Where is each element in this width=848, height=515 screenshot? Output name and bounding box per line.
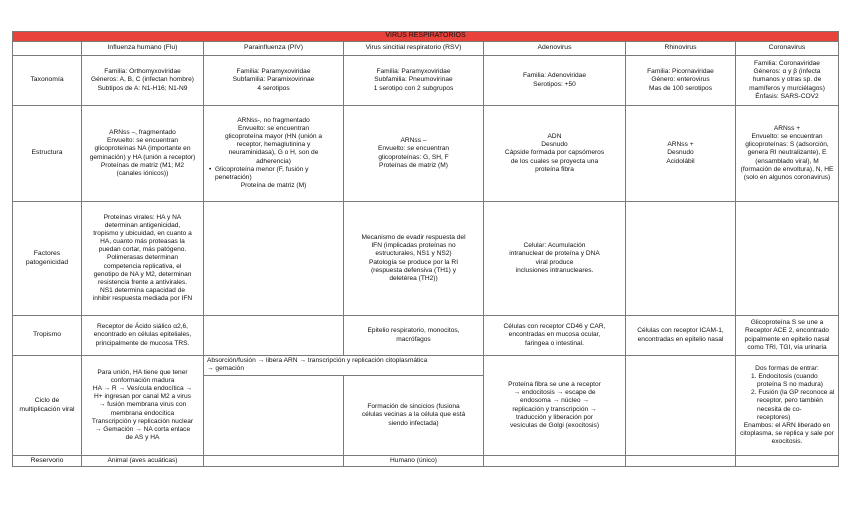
cell-patogenicidad-adeno xyxy=(484,202,626,316)
row-patogenicidad xyxy=(13,202,839,316)
title-row xyxy=(13,32,839,42)
text-line: (formación de envoltura), N, HE xyxy=(740,165,834,173)
corona-entry-intro: Dos formas de entrar: xyxy=(755,365,819,373)
text-line: ARNss –, fragmentado xyxy=(109,129,176,137)
text-line: pcipalmente en epitelio nasal xyxy=(744,335,830,343)
cell-ciclo-piv-rsv-shared xyxy=(204,356,484,376)
text-line: receptor, hemaglutinina y xyxy=(236,141,311,149)
text-line: Cápside formada por capsómeros xyxy=(504,149,605,157)
cell-patogenicidad-rhino xyxy=(626,202,736,316)
text-line: Género: enterovirus xyxy=(651,76,710,84)
text-line: HA, cuanto más proteasas la xyxy=(100,238,185,246)
cell-ciclo-rsv xyxy=(344,376,484,456)
text-line: Familia: Orthomyxoviridae xyxy=(104,68,181,76)
cell-taxonomia-flu xyxy=(82,56,204,106)
text-line: siendo infectada) xyxy=(388,419,439,427)
text-line: viral produce xyxy=(535,258,574,266)
text-line: exocitosis. xyxy=(771,437,803,445)
text-line: Familia: Paramyxoviridae xyxy=(376,68,451,76)
cell-estructura-adeno xyxy=(484,106,626,202)
text-line: Serotipos: +50 xyxy=(533,80,576,88)
cell-reservorio-piv xyxy=(204,456,344,467)
cell-estructura-piv xyxy=(204,106,344,202)
piv-structure-main xyxy=(207,117,340,165)
text-line: Proteínas de matriz (M1; M2 xyxy=(100,161,185,169)
text-line: conformación madura xyxy=(110,377,175,385)
text-line: proteína fibra xyxy=(535,165,574,173)
text-line: genera RI neutralizante), E xyxy=(747,149,827,157)
text-line: HA → R → Vesícula endocítica → xyxy=(92,385,193,393)
text-line: Para unión, HA tiene que tener xyxy=(97,369,188,377)
text-line: Subfamilia: Paramixovirinae xyxy=(232,76,315,84)
text-line: Familia: Paramyxoviridae xyxy=(236,68,311,76)
cell-tropismo-adeno xyxy=(484,316,626,356)
text-line: Familia: Coronaviridae xyxy=(754,60,820,68)
header-blank xyxy=(13,42,82,56)
cell-taxonomia-adeno xyxy=(484,56,626,106)
text-line: 1 serotipo con 2 subgrupos xyxy=(373,84,454,92)
text-line: de AS y HA xyxy=(125,433,160,441)
cell-estructura-flu xyxy=(82,106,204,202)
text-line: ARNss + xyxy=(667,141,694,149)
text-line: H+ ingresan por canal M2 a virus xyxy=(94,393,191,401)
text-line: Formación de sincicios (fusiona xyxy=(367,403,460,411)
cell-ciclo-corona xyxy=(736,356,839,456)
text-line: ARNss – xyxy=(400,137,427,145)
cell-ciclo-piv xyxy=(204,376,344,456)
header-adenovirus: Adenovirus xyxy=(484,42,626,56)
piv-matrix-protein: Proteína de matriz (M) xyxy=(240,181,307,189)
text-line: Transcripción y replicación nuclear xyxy=(91,417,194,425)
text-line: neuraminidasa), G o H, son de xyxy=(228,149,319,157)
text-line: estructurales, NS1 y NS2) xyxy=(375,250,452,258)
text-line: como TRI, TGI, vía urinaria xyxy=(747,343,827,351)
row-reservorio xyxy=(13,456,839,467)
text-line: ARNss + xyxy=(773,125,801,133)
text-line: Envuelto: se encuentran xyxy=(377,145,450,153)
cell-estructura-corona xyxy=(736,106,839,202)
corona-entry-fusion: 2. Fusión (la GP reconoce al receptor, pero también necesita de co-receptores) xyxy=(751,389,835,421)
row-label-ciclo: Ciclo de multiplicación viral xyxy=(13,356,82,456)
header-parainfluenza: Parainfluenza (PIV) xyxy=(204,42,344,56)
text-line: 4 serotipos xyxy=(257,84,290,92)
text-line: Proteínas de matriz (M) xyxy=(379,161,448,169)
cell-tropismo-rhino xyxy=(626,316,736,356)
text-line: glicoproteínas NA (importante en xyxy=(94,145,191,153)
text-line: Células con receptor ICAM-1, xyxy=(637,327,724,335)
text-line: de los cuales se proyecta una xyxy=(510,157,599,165)
text-line: Patología se produce por la RI xyxy=(368,258,459,266)
text-line: Mas de 100 serotipos xyxy=(648,84,713,92)
text-line: Enambos: el ARN liberado en xyxy=(743,421,831,429)
cell-tropismo-flu xyxy=(82,316,204,356)
text-line: glicoproteína mayor (HN (unión a xyxy=(224,133,323,141)
text-line: → Gemación → NA corta enlace xyxy=(94,425,191,433)
text-line: → endocitosis → escape de xyxy=(513,389,596,397)
cell-reservorio-adeno xyxy=(484,456,626,467)
corona-entry-outro xyxy=(739,422,835,446)
cell-taxonomia-rhino xyxy=(626,56,736,106)
cell-taxonomia-piv xyxy=(204,56,344,106)
cell-tropismo-rsv xyxy=(344,316,484,356)
text-line: encontrado en células epiteliales, xyxy=(93,331,192,339)
text-line: ARNss-, no fragmentado xyxy=(237,117,310,125)
virus-comparison-table xyxy=(12,31,839,467)
cell-patogenicidad-rsv xyxy=(344,202,484,316)
text-line: Géneros: α y β (infecta xyxy=(753,68,821,76)
cell-taxonomia-corona xyxy=(736,56,839,106)
text-line: Envuelto: se encuentran xyxy=(106,137,179,145)
text-line: Familia: Adenoviridae xyxy=(522,72,587,80)
text-line: traducción y liberación por xyxy=(516,413,593,421)
header-row xyxy=(13,42,839,56)
cell-estructura-rsv xyxy=(344,106,484,202)
text-line: Géneros: A, B, C (infectan hombre) xyxy=(91,76,194,84)
text-line: (canales iónicos)) xyxy=(116,169,169,177)
row-label-patogenicidad: Factores patogenicidad xyxy=(13,202,82,316)
row-label-estructura: Estructura xyxy=(13,106,82,202)
row-label-taxonomia: Taxonomía xyxy=(13,56,82,106)
text-line: competencia replicativa, el xyxy=(103,262,182,270)
piv-structure-bullet: • Glicoproteína menor (F, fusión y penetración) xyxy=(209,165,309,181)
corona-entry-list xyxy=(739,373,835,421)
text-line: Receptor ACE 2, encontrado xyxy=(745,327,829,335)
text-line: Énfasis: SARS-COV2 xyxy=(755,92,819,100)
text-line: glicoproteínas: G, SH, F xyxy=(378,153,449,161)
cell-reservorio-rhino xyxy=(626,456,736,467)
text-line: faringea o intestinal. xyxy=(524,339,584,347)
text-line: macrófagos xyxy=(396,335,431,343)
cell-reservorio-flu: Animal (aves acuáticas) xyxy=(82,456,204,467)
cell-reservorio-rsv: Humano (único) xyxy=(344,456,484,467)
row-tropismo xyxy=(13,316,839,356)
cell-taxonomia-rsv xyxy=(344,56,484,106)
header-coronavirus: Coronavirus xyxy=(736,42,839,56)
text-line: principalmente de mucosa TRS. xyxy=(95,339,190,347)
text-line: encontradas en epitelio nasal xyxy=(637,335,724,343)
text-line: Subtipos de A: N1-H16; N1-N9 xyxy=(97,84,188,92)
table-title: VIRUS RESPIRATORIOS xyxy=(13,32,839,42)
text-line: encontradas en mucosa ocular, xyxy=(508,331,601,339)
text-line: mamíferos y murciélagos) xyxy=(749,84,825,92)
text-line: ADN xyxy=(547,133,562,141)
text-line: Desnudo xyxy=(667,149,694,157)
text-line: tropismo y ubicuidad, en cuanto a xyxy=(93,230,192,238)
cell-ciclo-rhino xyxy=(626,356,736,456)
row-ciclo-top xyxy=(13,356,839,376)
text-line: Epitelio respiratorio, monocitos, xyxy=(367,327,460,335)
text-line: Envuelto: se encuentran xyxy=(751,133,823,141)
text-line: adherencia) xyxy=(256,157,291,165)
row-taxonomia xyxy=(13,56,839,106)
text-line: células vecinas a la célula que está xyxy=(361,411,466,419)
text-line: Envuelto: se encuentran xyxy=(237,125,310,133)
respiratory-virus-table-sheet xyxy=(12,31,838,467)
text-line: IFN (implicadas proteínas no xyxy=(371,242,456,250)
row-label-tropismo: Tropismo xyxy=(13,316,82,356)
cell-patogenicidad-piv xyxy=(204,202,344,316)
text-line: Desnudo xyxy=(541,141,568,149)
cell-patogenicidad-corona xyxy=(736,202,839,316)
text-line: inclusiones intranucleares. xyxy=(515,266,594,274)
cell-tropismo-corona xyxy=(736,316,839,356)
cell-ciclo-adeno xyxy=(484,356,626,456)
text-line: → fusión membrana virus con xyxy=(98,401,187,409)
text-line: intranuclear de proteína y DNA xyxy=(509,250,600,258)
cell-reservorio-corona xyxy=(736,456,839,467)
text-line: Mecanismo de evadir respuesta del xyxy=(361,234,466,242)
text-line: genotipo de NA y M2, determinan xyxy=(93,270,192,278)
text-line: → gemación xyxy=(207,365,245,373)
text-line: glicoproteínas: S (adsorción, xyxy=(745,141,829,149)
text-line: vesículas de Golgi (exocitosis) xyxy=(509,421,600,429)
text-line: Proteína fibra se une a receptor xyxy=(508,381,601,389)
text-line: Absorción/fusión → libera ARN → transcripción y replicación citoplasmática xyxy=(207,357,428,364)
text-line: humanos y otras sp. de xyxy=(752,76,822,84)
text-line: puedan cortar, más patógeno. xyxy=(98,246,187,254)
row-estructura xyxy=(13,106,839,202)
text-line: replicación y transcripción → xyxy=(512,405,597,413)
row-label-reservorio: Reservorio xyxy=(13,456,82,467)
text-line: Glicoproteína S se une a xyxy=(750,319,824,327)
text-line: Celular: Acumulación xyxy=(523,242,586,250)
text-line: determinan antigenicidad, xyxy=(104,222,181,230)
text-line: Receptor de Ácido siálico α2,6, xyxy=(96,323,189,331)
cell-patogenicidad-flu xyxy=(82,202,204,316)
cell-ciclo-flu xyxy=(82,356,204,456)
cell-estructura-rhino xyxy=(626,106,736,202)
text-line: Acidolábil xyxy=(666,157,695,165)
text-line: Polimerasas determinan xyxy=(106,254,179,262)
text-line: (solo en algunos coronavirus) xyxy=(743,173,831,181)
text-line: (ensamblado viral), M xyxy=(755,157,819,165)
text-line: inhibir respuesta mediada por IFN xyxy=(92,294,193,302)
text-line: Familia: Picornaviridae xyxy=(647,68,714,76)
cell-tropismo-piv xyxy=(204,316,344,356)
header-influenza: Influenza humano (Flu) xyxy=(82,42,204,56)
text-line: membrana endocítica xyxy=(110,409,175,417)
header-rhinovirus: Rhinovirus xyxy=(626,42,736,56)
text-line: Células con receptor CD46 y CAR, xyxy=(503,323,606,331)
piv-glycoprotein-minor: Glicoproteína menor (F, fusión y penetración) xyxy=(214,165,309,181)
text-line: Subfamilia: Pneumovirinae xyxy=(374,76,453,84)
text-line: (respuesta defensiva (TH1) y xyxy=(370,266,457,274)
text-line: NS1 determina capacidad de xyxy=(99,286,186,294)
text-line: geminación) y HA (unión a receptor) xyxy=(89,153,196,161)
text-line: resistencia frente a antivirales. xyxy=(97,278,188,286)
text-line: endosoma → núcleo → xyxy=(520,397,589,405)
text-line: deletérea (TH2)) xyxy=(389,274,438,282)
header-rsv: Virus sincitial respiratorio (RSV) xyxy=(344,42,484,56)
corona-entry-endocytosis: 1. Endocitosis (cuando proteína S no madura) xyxy=(751,373,823,389)
text-line: Proteínas virales: HA y NA xyxy=(103,214,182,222)
text-line: citoplasma, se replica y sale por xyxy=(740,429,834,437)
